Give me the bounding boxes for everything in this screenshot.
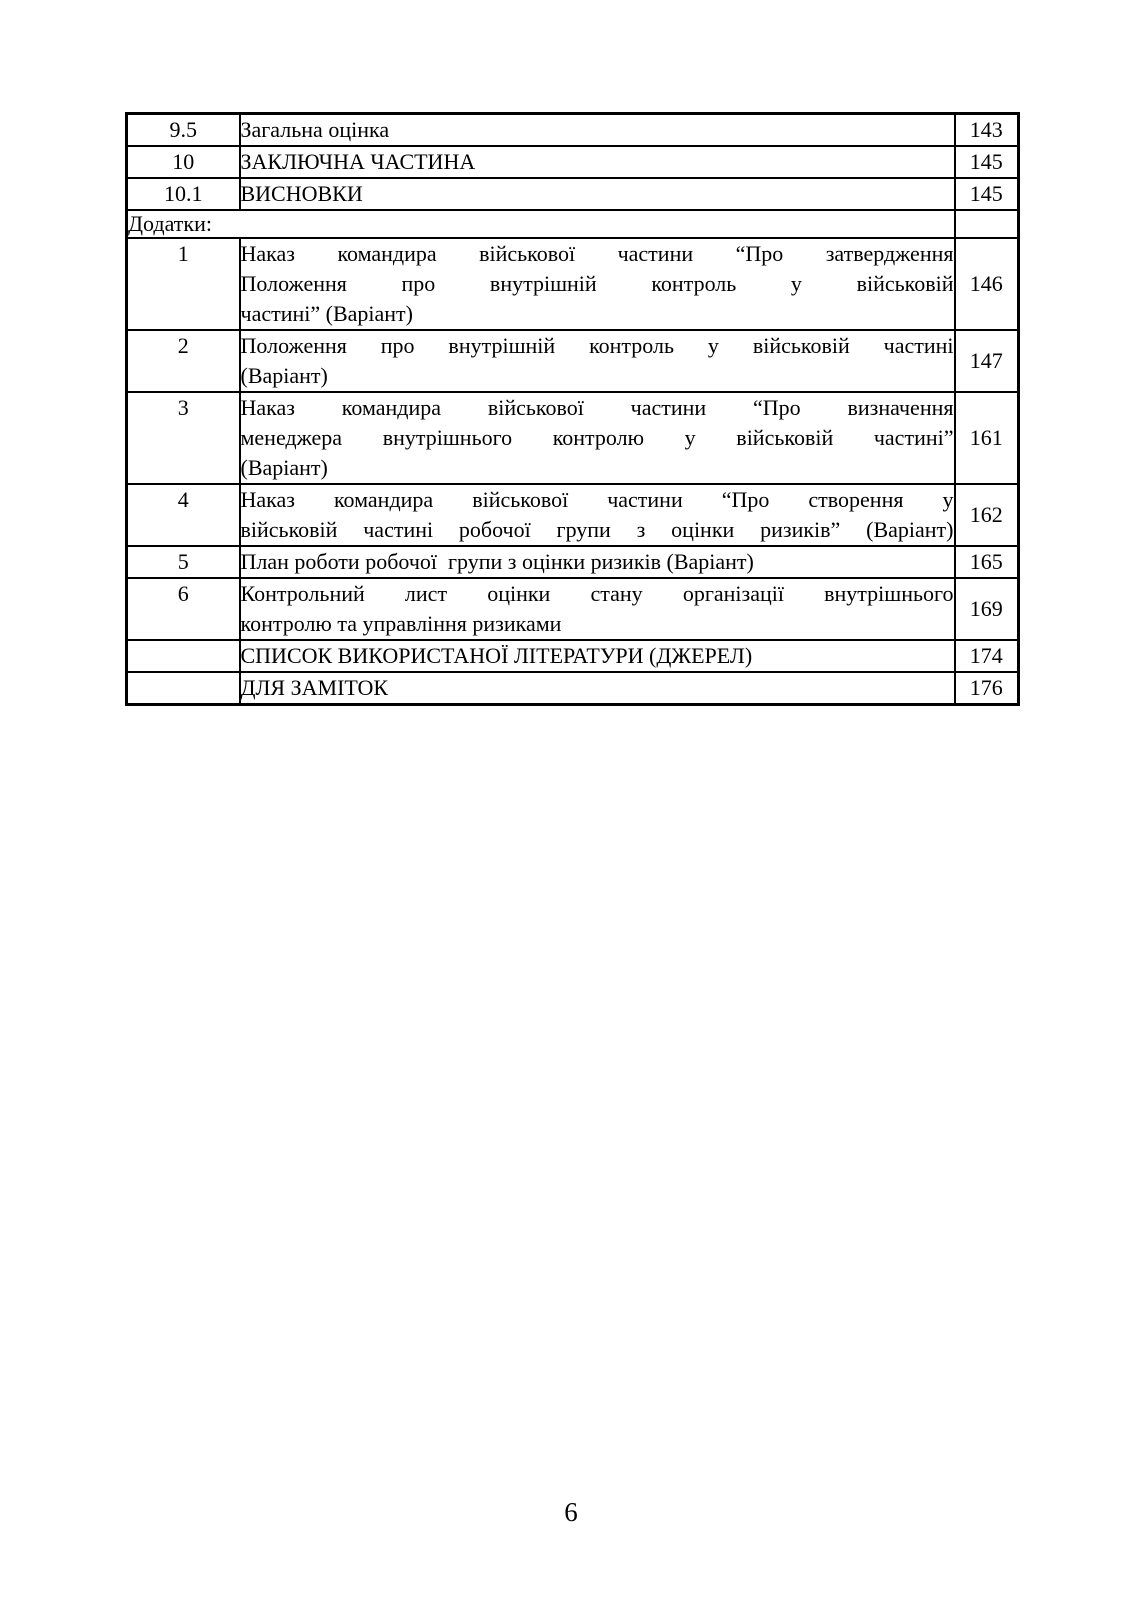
row-title-line: План роботи робочої групи з оцінки ризиків (Варіант) [240, 549, 754, 574]
table-row [127, 178, 1019, 210]
row-title-line: Наказ командира військової частини “Про створення у [240, 487, 954, 512]
row-title-cell [240, 484, 955, 546]
row-page-cell: 147 [955, 330, 1019, 392]
section-row [127, 210, 1019, 238]
row-title-line: ДЛЯ ЗАМІТОК [240, 675, 389, 700]
row-title-line: Наказ командира військової частини “Про визначення [240, 395, 954, 420]
row-title-cell [240, 672, 955, 705]
row-number-cell: 6 [127, 578, 240, 640]
row-page-cell: 174 [955, 640, 1019, 672]
row-page-cell: 161 [955, 392, 1019, 484]
row-title-line: частині” (Варіант) [240, 301, 413, 326]
row-title-line: Контрольний лист оцінки стану організації внутрішнього [240, 581, 954, 606]
row-title-line: СПИСОК ВИКОРИСТАНОЇ ЛІТЕРАТУРИ (ДЖЕРЕЛ) [240, 643, 753, 668]
row-number-cell: 10 [127, 146, 240, 178]
row-page-cell: 145 [955, 146, 1019, 178]
row-page-cell: 165 [955, 546, 1019, 578]
row-title-line: Наказ командира військової частини “Про затвердження [240, 241, 954, 266]
row-page-cell: 143 [955, 114, 1019, 147]
page-number: 6 [564, 1497, 578, 1527]
row-title-cell [240, 238, 955, 330]
table-row [127, 392, 1019, 484]
row-page-cell: 146 [955, 238, 1019, 330]
row-number-cell [127, 672, 240, 705]
row-number-cell: 2 [127, 330, 240, 392]
row-number-cell: 1 [127, 238, 240, 330]
row-number-cell [127, 640, 240, 672]
row-title-line: ЗАКЛЮЧНА ЧАСТИНА [240, 149, 476, 174]
row-title-cell [240, 578, 955, 640]
row-title-cell [240, 114, 955, 147]
table-row [127, 146, 1019, 178]
row-number-cell: 10.1 [127, 178, 240, 210]
row-number-cell: 4 [127, 484, 240, 546]
row-title-line: Положення про внутрішній контроль у військовій [240, 271, 954, 296]
row-title-cell [240, 146, 955, 178]
row-page-cell: 176 [955, 672, 1019, 705]
table-row [127, 238, 1019, 330]
row-title-line: ВИСНОВКИ [240, 181, 363, 206]
row-title-line: контролю та управління ризиками [240, 611, 562, 636]
row-title-line: (Варіант) [240, 455, 328, 480]
row-title-cell [240, 178, 955, 210]
row-page-cell: 162 [955, 484, 1019, 546]
row-number-cell: 3 [127, 392, 240, 484]
table-row [127, 546, 1019, 578]
row-title-line: Загальна оцінка [240, 117, 390, 142]
row-title-cell [240, 546, 955, 578]
contents-table [125, 112, 1020, 706]
row-title-line: менеджера внутрішнього контролю у військовій частині” [240, 425, 954, 450]
table-row [127, 484, 1019, 546]
row-title-line: Положення про внутрішній контроль у військовій частині [240, 333, 954, 358]
row-title-line: військовій частині робочої групи з оцінки ризиків” (Варіант) [240, 517, 954, 542]
row-page-cell [955, 210, 1019, 238]
row-title-cell [240, 640, 955, 672]
row-number-cell: 5 [127, 546, 240, 578]
row-page-cell: 169 [955, 578, 1019, 640]
row-title-line: (Варіант) [240, 363, 328, 388]
contents-table-body [127, 114, 1019, 705]
row-title-cell [240, 392, 955, 484]
row-page-cell: 145 [955, 178, 1019, 210]
row-title-cell [240, 330, 955, 392]
table-row [127, 640, 1019, 672]
table-row [127, 114, 1019, 147]
table-row [127, 330, 1019, 392]
section-label: Додатки: [127, 210, 955, 238]
table-row [127, 672, 1019, 705]
table-row [127, 578, 1019, 640]
row-number-cell: 9.5 [127, 114, 240, 147]
